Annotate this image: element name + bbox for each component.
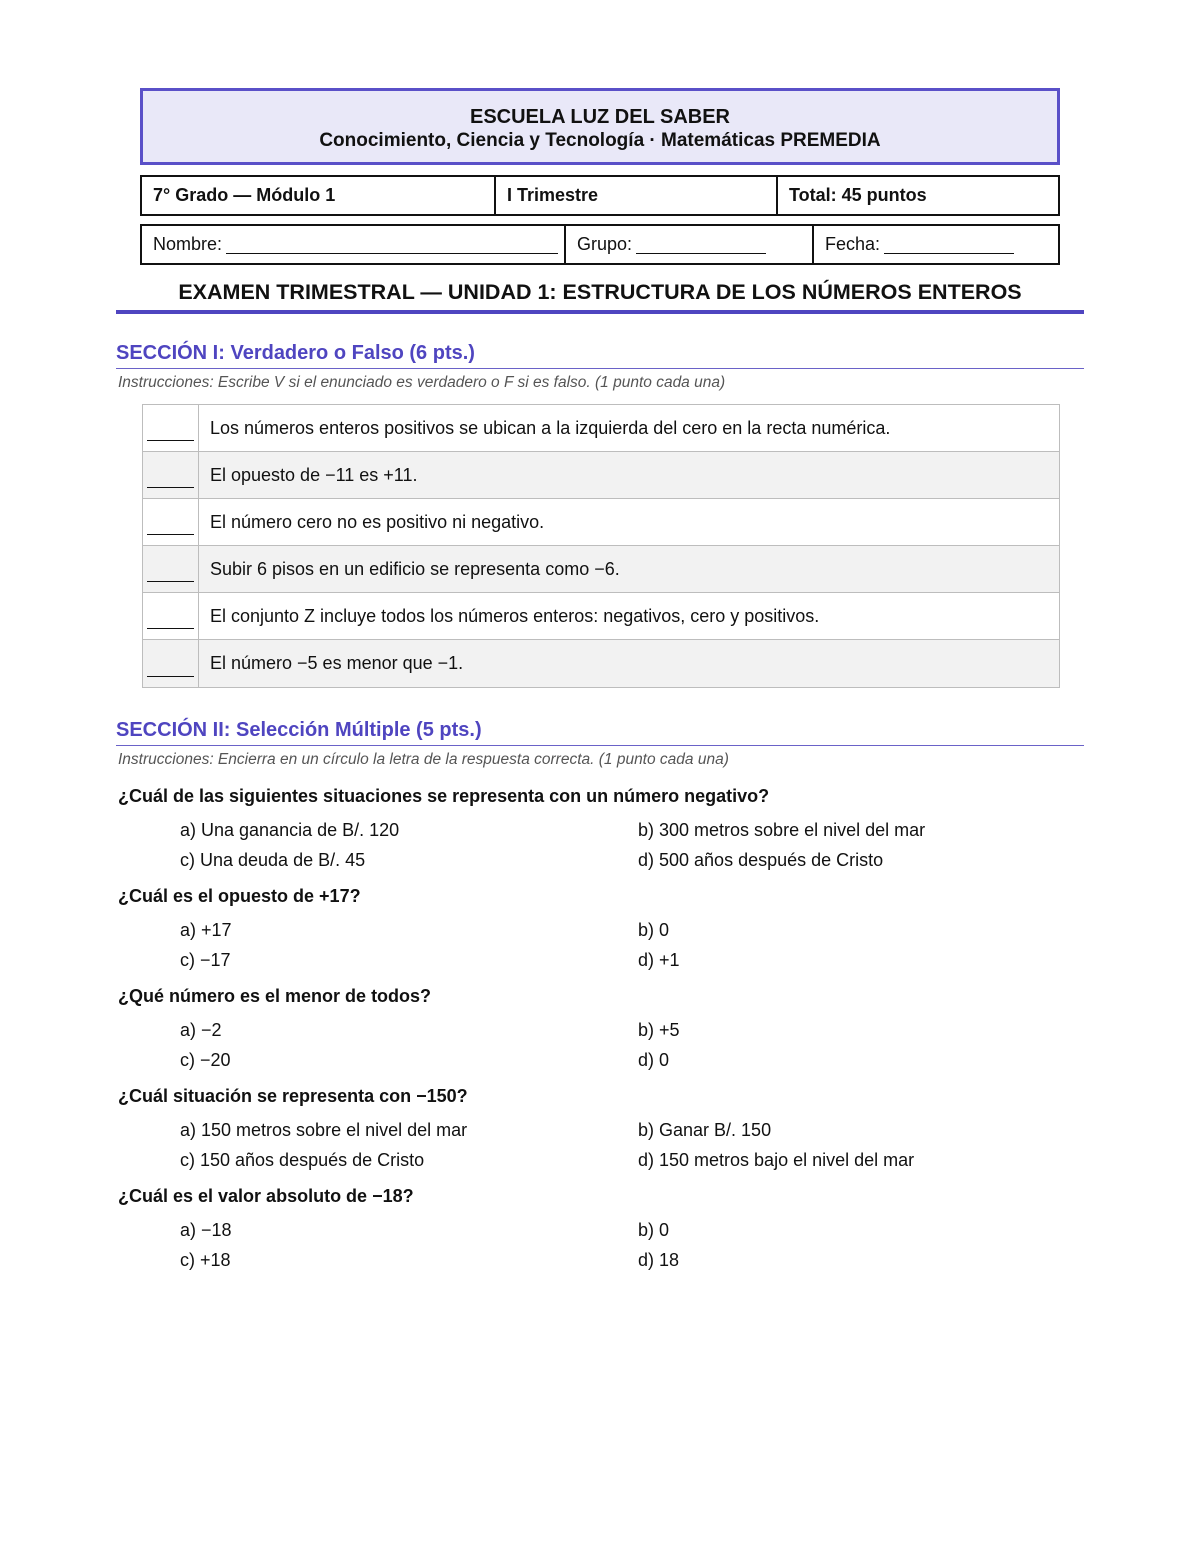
mc-question-3 <box>116 984 1084 1072</box>
question-text: ¿Qué número es el menor de todos? <box>118 986 432 1006</box>
option-a[interactable]: a) 150 metros sobre el nivel del mar <box>180 1120 468 1140</box>
tf-statement: Subir 6 pisos en un edificio se representa como −6. <box>210 558 620 579</box>
date-cell <box>814 226 1058 263</box>
question-text: ¿Cuál de las siguientes situaciones se representa con un número negativo? <box>118 786 770 806</box>
tf-row <box>143 546 1059 593</box>
title-divider <box>116 310 1084 314</box>
total-cell: Total: 45 puntos <box>789 185 927 205</box>
tf-row <box>143 640 1059 687</box>
mc-question-5 <box>116 1184 1084 1272</box>
mc-question-4 <box>116 1084 1084 1172</box>
date-label: Fecha: <box>825 234 881 254</box>
section1-title: SECCIÓN I: Verdadero o Falso (6 pts.) <box>116 340 1084 369</box>
tf-statement: El opuesto de −11 es +11. <box>210 464 418 485</box>
option-d[interactable]: d) +1 <box>638 950 680 970</box>
mc-question-2 <box>116 884 1084 972</box>
tf-row <box>143 452 1059 499</box>
question-text: ¿Cuál es el opuesto de +17? <box>118 886 361 906</box>
group-field[interactable] <box>636 236 766 254</box>
date-field[interactable] <box>884 236 1014 254</box>
answer-blank[interactable] <box>143 593 199 639</box>
answer-blank[interactable] <box>143 452 199 498</box>
tf-statement: El número cero no es positivo ni negativo. <box>210 511 545 532</box>
option-c[interactable]: c) +18 <box>180 1250 231 1270</box>
option-b[interactable]: b) 300 metros sobre el nivel del mar <box>638 820 926 840</box>
option-c[interactable]: c) 150 años después de Cristo <box>180 1150 425 1170</box>
tf-statement: El conjunto Z incluye todos los números enteros: negativos, cero y positivos. <box>210 605 820 626</box>
group-cell <box>566 226 814 263</box>
option-b[interactable]: b) +5 <box>638 1020 680 1040</box>
option-c[interactable]: c) −17 <box>180 950 231 970</box>
option-b[interactable]: b) 0 <box>638 920 670 940</box>
option-a[interactable]: a) Una ganancia de B/. 120 <box>180 820 400 840</box>
tf-row <box>143 405 1059 452</box>
option-d[interactable]: d) 18 <box>638 1250 680 1270</box>
name-field[interactable] <box>226 236 558 254</box>
option-b[interactable]: b) Ganar B/. 150 <box>638 1120 772 1140</box>
name-cell <box>142 226 566 263</box>
tf-statement: Los números enteros positivos se ubican a la izquierda del cero en la recta numérica. <box>210 417 891 438</box>
section2-title: SECCIÓN II: Selección Múltiple (5 pts.) <box>116 717 1084 746</box>
answer-blank[interactable] <box>143 546 199 592</box>
section2-instructions: Instrucciones: Encierra en un círculo la letra de la respuesta correcta. (1 punto cada una) <box>118 751 729 768</box>
grade-cell: 7° Grado — Módulo 1 <box>142 177 496 214</box>
info-row-student <box>140 224 1060 265</box>
answer-blank[interactable] <box>143 640 199 687</box>
tf-row <box>143 499 1059 546</box>
exam-title: EXAMEN TRIMESTRAL — UNIDAD 1: ESTRUCTURA DE LOS NÚMEROS ENTEROS <box>178 280 1022 304</box>
name-label: Nombre: <box>153 234 223 254</box>
mc-question-1 <box>116 784 1084 872</box>
info-row-course <box>140 175 1060 216</box>
tf-statement: El número −5 es menor que −1. <box>210 653 464 673</box>
option-d[interactable]: d) 0 <box>638 1050 670 1070</box>
answer-blank[interactable] <box>143 405 199 451</box>
section1-instructions: Instrucciones: Escribe V si el enunciado es verdadero o F si es falso. (1 punto cada una) <box>118 374 726 391</box>
option-c[interactable]: c) −20 <box>180 1050 231 1070</box>
school-header <box>140 88 1060 165</box>
option-a[interactable]: a) −2 <box>180 1020 222 1040</box>
tf-row <box>143 593 1059 640</box>
option-c[interactable]: c) Una deuda de B/. 45 <box>180 850 366 870</box>
school-name: ESCUELA LUZ DEL SABER <box>469 106 731 128</box>
option-b[interactable]: b) 0 <box>638 1220 670 1240</box>
term-cell: I Trimestre <box>496 177 778 214</box>
option-a[interactable]: a) +17 <box>180 920 232 940</box>
true-false-table <box>142 404 1060 688</box>
question-text: ¿Cuál situación se representa con −150? <box>118 1086 468 1106</box>
answer-blank[interactable] <box>143 499 199 545</box>
option-d[interactable]: d) 500 años después de Cristo <box>638 850 884 870</box>
school-subtitle: Conocimiento, Ciencia y Tecnología · Matemáticas PREMEDIA <box>319 130 881 151</box>
option-d[interactable]: d) 150 metros bajo el nivel del mar <box>638 1150 915 1170</box>
option-a[interactable]: a) −18 <box>180 1220 232 1240</box>
question-text: ¿Cuál es el valor absoluto de −18? <box>118 1186 414 1206</box>
group-label: Grupo: <box>577 234 633 254</box>
